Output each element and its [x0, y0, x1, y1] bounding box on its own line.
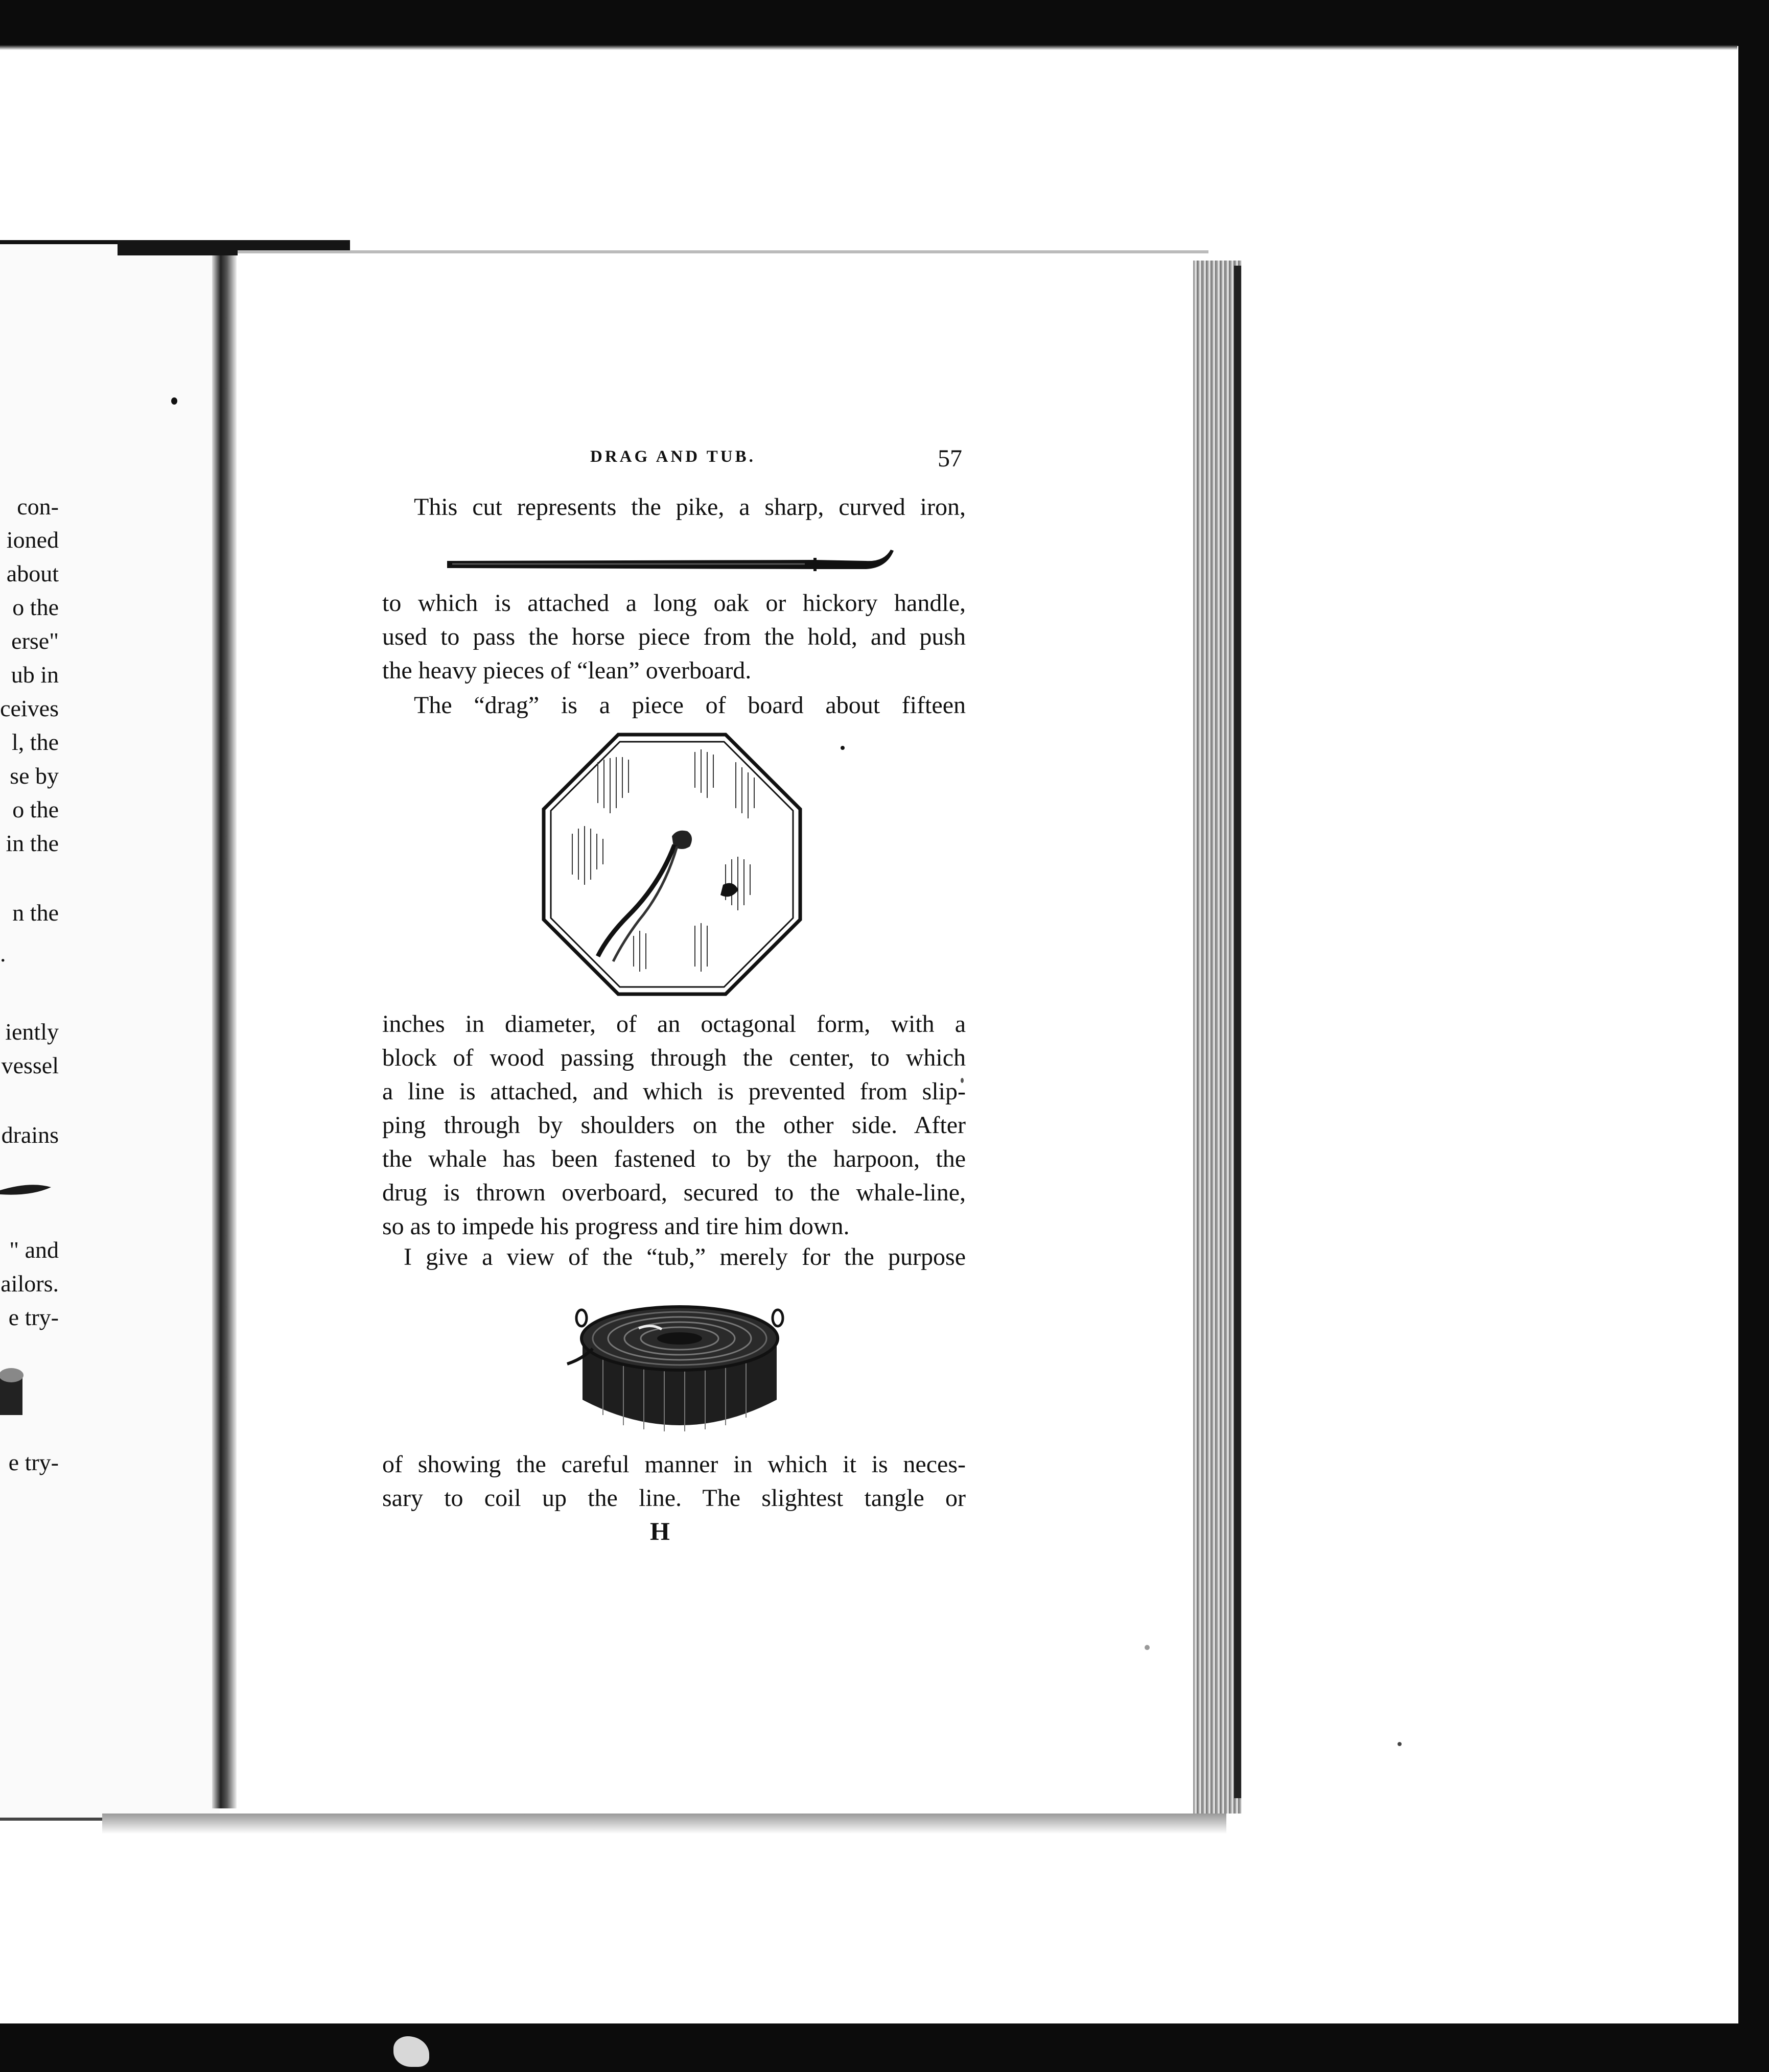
left-fragment: o the [12, 796, 59, 822]
ink-speck [1398, 1742, 1402, 1746]
text-line: ping through by shoulders on the other side. After [382, 1112, 966, 1139]
left-fragment: erse" [11, 628, 59, 654]
left-fragment: ub in [11, 662, 59, 688]
text-line: of showing the careful manner in which it is neces- [382, 1451, 966, 1478]
tub-intro-paragraph [404, 1240, 966, 1274]
ink-speck [171, 397, 177, 405]
left-fragment: n the [12, 900, 59, 926]
pike-illustration [447, 546, 897, 581]
left-fragment: iently [5, 1019, 59, 1045]
tub-illustration [562, 1298, 797, 1441]
left-fragment: se by [10, 763, 59, 789]
drag-intro-paragraph [414, 689, 966, 722]
drag-description-paragraph [382, 1007, 966, 1243]
text-line: This cut represents the pike, a sharp, curved iron, [414, 493, 966, 521]
page-number: 57 [938, 445, 962, 472]
left-fragment: o the [12, 594, 59, 620]
text-line: I give a view of the “tub,” merely for the purpose [404, 1243, 966, 1270]
left-fragment: con- [17, 493, 59, 520]
left-fragment: drains [1, 1122, 59, 1148]
left-fragment: vessel [1, 1052, 59, 1078]
drag-illustration [542, 732, 802, 997]
film-border-fade [0, 45, 1737, 50]
text-line: block of wood passing through the center, to which [382, 1044, 966, 1071]
page-fore-edge-shadow [1234, 266, 1241, 1798]
pike-description-paragraph [382, 586, 966, 688]
left-fragment: e try- [8, 1449, 59, 1475]
text-line: to which is attached a long oak or hickory handle, [382, 590, 966, 617]
text-line: sary to coil up the line. The slightest tangle or [382, 1485, 966, 1512]
running-head: DRAG AND TUB. [590, 448, 756, 466]
text-line: the whale has been fastened to by the harpoon, the [382, 1145, 966, 1172]
text-line: drug is thrown overboard, secured to the whale-line, [382, 1179, 966, 1206]
left-fragment: ceives [0, 695, 59, 721]
left-fragment: " and [9, 1237, 59, 1263]
left-fragment: ioned [6, 527, 59, 553]
text-line: so as to impede his progress and tire him down. [382, 1213, 850, 1240]
text-line: the heavy pieces of “lean” overboard. [382, 657, 752, 684]
text-line: used to pass the horse piece from the hold, and push [382, 623, 966, 650]
left-fragment: about [6, 560, 59, 586]
left-fragment: ailors. [1, 1270, 59, 1297]
pike-intro-paragraph [414, 490, 966, 524]
text-line: The “drag” is a piece of board about fifteen [414, 692, 966, 719]
book-spine [212, 255, 237, 1808]
left-page-figure-vessel [0, 1364, 31, 1420]
text-line: inches in diameter, of an octagonal form, with a [382, 1010, 966, 1038]
tub-description-paragraph [382, 1448, 966, 1515]
ink-speck [841, 746, 845, 750]
left-fragment: in the [6, 830, 59, 856]
film-border-bottom [0, 2023, 1769, 2072]
ink-speck [1145, 1645, 1150, 1650]
left-fragment: l, the [12, 729, 59, 755]
signature-mark: H [650, 1517, 670, 1545]
left-page-figure-pike [0, 1175, 56, 1206]
page-header [0, 445, 1769, 478]
left-fragment: e try- [8, 1304, 59, 1330]
film-border-right [1738, 0, 1769, 2072]
book-bottom-shadow [102, 1814, 1226, 1834]
film-border-top [0, 0, 1769, 46]
left-fragment: . [0, 940, 6, 967]
text-line: a line is attached, and which is prevented from slip- [382, 1078, 966, 1105]
